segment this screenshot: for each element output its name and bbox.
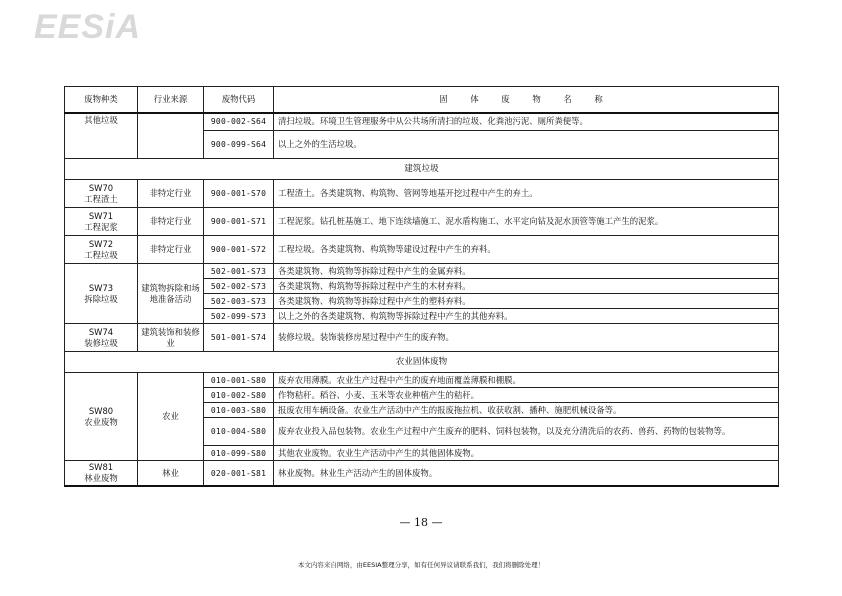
- table-row: [65, 208, 779, 236]
- table-row: [65, 461, 779, 487]
- code-cell: 502-002-S73: [204, 279, 274, 294]
- code-cell: 010-099-S80: [204, 446, 274, 461]
- category-name: 拆除垃圾: [84, 293, 118, 304]
- header-industry-source: 行业来源: [138, 87, 204, 113]
- code-cell: 900-001-S72: [204, 236, 274, 264]
- name-cell: 以上之外的各类建筑物、构筑物等拆除过程中产生的其他弃料。: [274, 309, 779, 324]
- category-code: SW70: [88, 182, 114, 193]
- category-code: SW81: [88, 462, 114, 472]
- category-cell: [65, 264, 138, 324]
- code-cell: 010-003-S80: [204, 403, 274, 418]
- table-row: [65, 236, 779, 264]
- code-cell: 900-099-S64: [204, 131, 274, 159]
- code-cell: 010-004-S80: [204, 418, 274, 446]
- category-code: SW73: [88, 282, 114, 293]
- code-cell: 900-002-S64: [204, 113, 274, 131]
- header-waste-name: 固 体 废 物 名 称: [274, 87, 779, 113]
- name-cell: 各类建筑物、构筑物等拆除过程中产生的塑料弃料。: [274, 294, 779, 309]
- category-code: SW71: [88, 210, 114, 221]
- source-cell: 农业: [138, 373, 204, 461]
- table-row: [65, 113, 779, 131]
- code-cell: 501-001-S74: [204, 324, 274, 352]
- category-name: 工程渣土: [84, 193, 118, 204]
- code-cell: 010-002-S80: [204, 388, 274, 403]
- name-cell: 工程泥浆。钻孔桩基施工、地下连续墙施工、泥水盾构施工、水平定向钻及泥水顶管等施工产生的泥浆。: [274, 208, 779, 236]
- category-cell: [65, 461, 138, 487]
- table-row: [65, 180, 779, 208]
- category-name: 农业废物: [84, 416, 118, 427]
- eesia-logo: EESiA: [34, 8, 142, 46]
- source-cell: 非特定行业: [138, 208, 204, 236]
- source-cell: 林业: [138, 461, 204, 487]
- category-name: 林业废物: [84, 473, 118, 483]
- name-cell: 林业废物。林业生产活动产生的固体废物。: [274, 461, 779, 487]
- name-cell: 各类建筑物、构筑物等拆除过程中产生的木材弃料。: [274, 279, 779, 294]
- code-cell: 502-099-S73: [204, 309, 274, 324]
- code-cell: 900-001-S70: [204, 180, 274, 208]
- table-header-row: [65, 87, 779, 113]
- code-cell: 900-001-S71: [204, 208, 274, 236]
- name-cell: 报废农用车辆设备。农业生产活动中产生的报废拖拉机、收获收割、播种、施肥机械设备等。: [274, 403, 779, 418]
- name-cell: 废弃农用薄膜。农业生产过程中产生的废弃地面覆盖薄膜和棚膜。: [274, 373, 779, 388]
- code-cell: 502-003-S73: [204, 294, 274, 309]
- table-row: [65, 264, 779, 279]
- category-cell: [65, 236, 138, 264]
- category-code: SW72: [88, 238, 114, 249]
- name-cell: 其他农业废物。农业生产活动中产生的其他固体废物。: [274, 446, 779, 461]
- code-cell: 020-001-S81: [204, 461, 274, 487]
- header-waste-type: 废物种类: [65, 87, 138, 113]
- category-cell: [65, 324, 138, 352]
- category-cell: 其他垃圾: [65, 113, 138, 159]
- section-row: [65, 159, 779, 180]
- section-row: [65, 352, 779, 373]
- category-cell: [65, 180, 138, 208]
- document-page: [64, 86, 778, 487]
- source-cell: 非特定行业: [138, 180, 204, 208]
- footer-notice: 本文内容来自网络，由EESIA整理分享，如有任何异议请联系我们，我们将删除处理！: [297, 561, 545, 569]
- category-name: 装修垃圾: [84, 337, 118, 348]
- table-row: [65, 324, 779, 352]
- name-cell: 以上之外的生活垃圾。: [274, 131, 779, 159]
- category-code: SW80: [88, 405, 114, 416]
- name-cell: 工程渣土。各类建筑物、构筑物、管网等地基开挖过程中产生的弃土。: [274, 180, 779, 208]
- source-cell: 非特定行业: [138, 236, 204, 264]
- name-cell: 废弃农业投入品包装物。农业生产过程中产生废弃的肥料、饲料包装物，以及充分清洗后的农药、兽药、药物的包装物等。: [274, 418, 779, 446]
- waste-table: [64, 86, 779, 487]
- code-cell: 502-001-S73: [204, 264, 274, 279]
- category-cell: [65, 208, 138, 236]
- name-cell: 清扫垃圾。环境卫生管理服务中从公共场所清扫的垃圾、化粪池污泥、厕所粪便等。: [274, 113, 779, 131]
- name-cell: 装修垃圾。装饰装修房屋过程中产生的废弃物。: [274, 324, 779, 352]
- category-name: 工程垃圾: [84, 249, 118, 260]
- page-number: — 18 —: [399, 516, 443, 529]
- name-cell: 作物秸秆。稻谷、小麦、玉米等农业种植产生的秸秆。: [274, 388, 779, 403]
- name-cell: 各类建筑物、构筑物等拆除过程中产生的金属弃料。: [274, 264, 779, 279]
- source-cell: 建筑装饰和装修业: [138, 324, 204, 352]
- category-name: 工程泥浆: [84, 221, 118, 232]
- source-cell: 建筑物拆除和场地准备活动: [138, 264, 204, 324]
- code-cell: 010-001-S80: [204, 373, 274, 388]
- section-title: 建筑垃圾: [65, 159, 779, 180]
- name-cell: 工程垃圾。各类建筑物、构筑物等建设过程中产生的弃料。: [274, 236, 779, 264]
- category-code: SW74: [88, 326, 114, 337]
- source-cell: [138, 113, 204, 159]
- header-waste-code: 废物代码: [204, 87, 274, 113]
- table-row: [65, 373, 779, 388]
- category-cell: [65, 373, 138, 461]
- section-title: 农业固体废物: [65, 352, 779, 373]
